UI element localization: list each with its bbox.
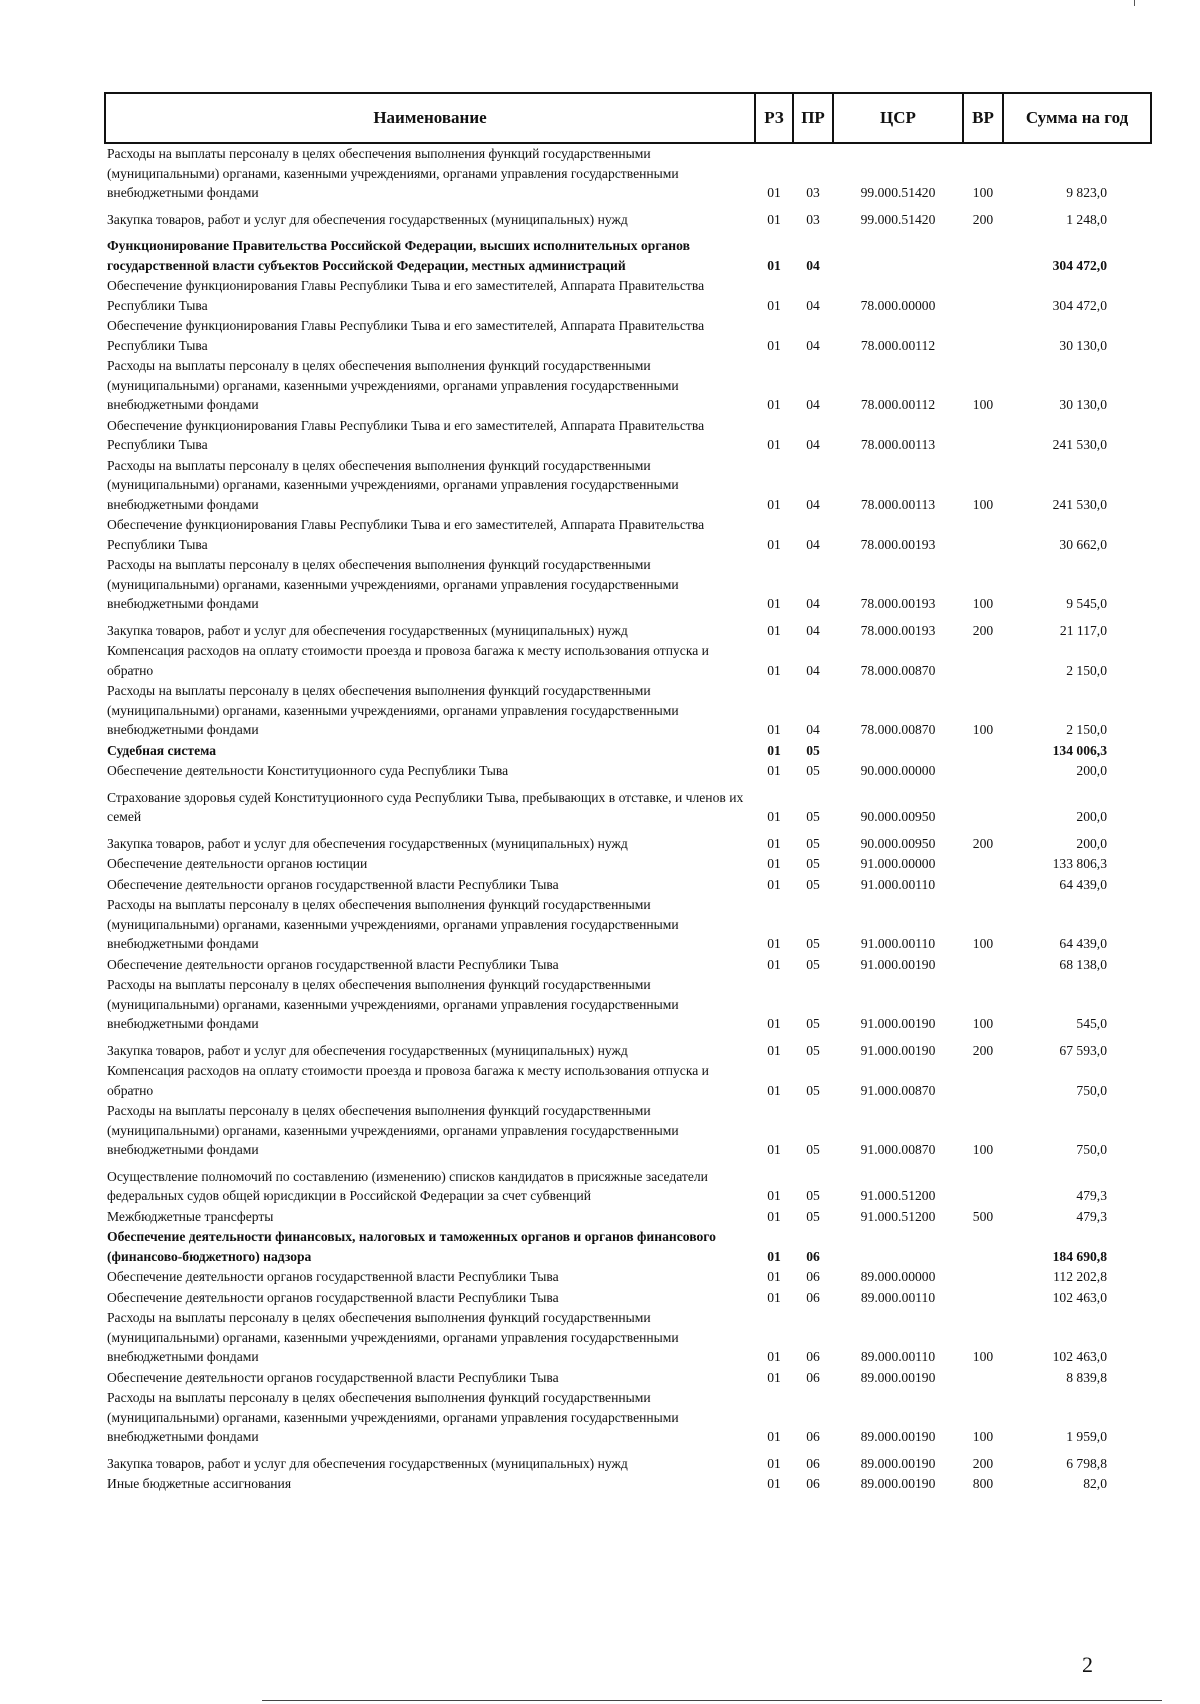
row-pr-cell: 04 — [806, 297, 820, 313]
row-name-cell: Обеспечение деятельности финансовых, налоговых и таможенных органов и органов финансового (финансово-бюджетного) надзора — [107, 1229, 716, 1264]
row-name-cell: Судебная система — [107, 742, 217, 758]
row-vr-cell — [963, 1061, 1003, 1101]
row-name-cell: Расходы на выплаты персоналу в целях обеспечения выполнения функций государственными (муниципальными) органами, казенными учреждениями, органами управления государственными внебюджетными фондами — [107, 897, 679, 951]
table-row — [105, 615, 1151, 642]
row-rz-cell: 01 — [767, 835, 781, 851]
row-pr-cell: 05 — [806, 876, 820, 892]
table-row — [105, 1288, 1151, 1309]
row-rz-cell: 01 — [767, 1208, 781, 1224]
row-pr-cell: 05 — [806, 835, 820, 851]
table-row — [105, 515, 1151, 555]
table-row — [105, 1308, 1151, 1368]
row-sum-cell: 9 545,0 — [1066, 596, 1107, 611]
table-row — [105, 1474, 1151, 1495]
table-row — [105, 416, 1151, 456]
row-name-cell: Обеспечение функционирования Главы Республики Тыва и его заместителей, Аппарата Правительства Республики Тыва — [107, 278, 705, 313]
row-name-cell: Обеспечение деятельности Конституционного суда Республики Тыва — [107, 763, 509, 778]
row-vr-cell — [963, 782, 1003, 828]
row-pr-cell: 04 — [806, 596, 820, 611]
row-pr-cell: 04 — [806, 662, 820, 678]
table-row — [105, 204, 1151, 231]
row-csr-cell: 91.000.00110 — [860, 876, 936, 892]
row-sum-cell: 545,0 — [1076, 1016, 1107, 1031]
row-pr-cell: 06 — [806, 1476, 820, 1491]
row-vr-cell: 800 — [972, 1476, 994, 1491]
row-pr-cell: 06 — [806, 1289, 820, 1305]
row-rz-cell: 01 — [767, 876, 781, 892]
row-sum-cell: 184 690,8 — [1052, 1248, 1107, 1264]
row-vr-cell: 200 — [972, 1455, 994, 1471]
row-name-cell: Компенсация расходов на оплату стоимости проезда и провоза багажа к месту использования отпуска и обратно — [107, 1063, 709, 1098]
row-name-cell: Расходы на выплаты персоналу в целях обеспечения выполнения функций государственными (муниципальными) органами, казенными учреждениями, органами управления государственными внебюджетными фондами — [107, 457, 679, 512]
row-csr-cell — [833, 1227, 963, 1267]
row-pr-cell: 04 — [806, 437, 820, 452]
row-csr-cell: 91.000.51200 — [860, 1208, 936, 1224]
row-sum-cell: 1 248,0 — [1066, 211, 1107, 227]
row-pr-cell: 06 — [806, 1369, 820, 1385]
row-name-cell: Расходы на выплаты персоналу в целях обеспечения выполнения функций государственными (муниципальными) органами, казенными учреждениями, органами управления государственными внебюджетными фондами — [107, 358, 679, 412]
row-rz-cell: 01 — [767, 185, 781, 200]
header-rz: РЗ — [755, 93, 793, 143]
row-name-cell: Расходы на выплаты персоналу в целях обеспечения выполнения функций государственными (муниципальными) органами, казенными учреждениями, органами управления государственными внебюджетными фондами — [107, 1310, 679, 1364]
row-rz-cell: 01 — [767, 662, 781, 678]
row-sum-cell: 2 150,0 — [1066, 662, 1107, 678]
row-vr-cell — [963, 955, 1003, 976]
row-pr-cell: 05 — [806, 1142, 820, 1157]
row-rz-cell: 01 — [767, 1188, 781, 1203]
row-csr-cell: 90.000.00950 — [860, 809, 936, 824]
row-name-cell: Закупка товаров, работ и услуг для обеспечения государственных (муниципальных) нужд — [107, 211, 628, 227]
row-name-cell: Обеспечение функционирования Главы Республики Тыва и его заместителей, Аппарата Правительства Республики Тыва — [107, 318, 705, 353]
row-vr-cell — [963, 276, 1003, 316]
row-csr-cell: 89.000.00110 — [860, 1289, 936, 1305]
row-sum-cell: 304 472,0 — [1052, 257, 1107, 273]
row-csr-cell: 89.000.00190 — [860, 1429, 936, 1444]
row-rz-cell: 01 — [767, 297, 781, 313]
table-row — [105, 1448, 1151, 1475]
row-rz-cell: 01 — [767, 437, 781, 452]
row-sum-cell: 64 439,0 — [1059, 936, 1107, 951]
row-name-cell: Обеспечение деятельности органов юстиции — [107, 856, 368, 871]
row-csr-cell: 78.000.00193 — [860, 596, 936, 611]
row-name-cell: Обеспечение деятельности органов государственной власти Республики Тыва — [107, 1269, 559, 1284]
section-row — [105, 1227, 1151, 1267]
row-rz-cell: 01 — [767, 1476, 781, 1491]
row-vr-cell: 100 — [972, 936, 994, 951]
row-pr-cell: 05 — [806, 763, 820, 778]
row-vr-cell — [963, 1227, 1003, 1267]
row-sum-cell: 112 202,8 — [1053, 1269, 1107, 1284]
row-name-cell: Обеспечение деятельности органов государственной власти Республики Тыва — [107, 956, 559, 972]
row-rz-cell: 01 — [767, 496, 781, 512]
row-name-cell: Расходы на выплаты персоналу в целях обеспечения выполнения функций государственными (муниципальными) органами, казенными учреждениями, органами управления государственными внебюджетными фондами — [107, 1103, 679, 1157]
row-name-cell: Обеспечение деятельности органов государственной власти Республики Тыва — [107, 876, 559, 892]
row-sum-cell: 30 130,0 — [1059, 397, 1107, 412]
row-sum-cell: 102 463,0 — [1052, 1289, 1107, 1305]
row-name-cell: Расходы на выплаты персоналу в целях обеспечения выполнения функций государственными (муниципальными) органами, казенными учреждениями, органами управления государственными внебюджетными фондами — [107, 557, 679, 611]
row-pr-cell: 04 — [806, 536, 820, 552]
row-vr-cell: 100 — [972, 1142, 994, 1157]
row-pr-cell: 04 — [806, 337, 820, 353]
row-rz-cell: 01 — [767, 536, 781, 552]
row-vr-cell: 100 — [972, 1016, 994, 1031]
row-vr-cell — [963, 641, 1003, 681]
row-rz-cell: 01 — [767, 1369, 781, 1385]
header-vr: ВР — [963, 93, 1003, 143]
row-csr-cell: 91.000.00110 — [860, 936, 936, 951]
row-pr-cell: 05 — [806, 1042, 820, 1058]
row-sum-cell: 134 006,3 — [1052, 742, 1107, 758]
table-row — [105, 1267, 1151, 1288]
row-rz-cell: 01 — [767, 1289, 781, 1305]
row-rz-cell: 01 — [767, 257, 781, 273]
row-rz-cell: 01 — [767, 397, 781, 412]
row-csr-cell: 91.000.00190 — [860, 956, 936, 972]
row-name-cell: Обеспечение функционирования Главы Республики Тыва и его заместителей, Аппарата Правительства Республики Тыва — [107, 417, 705, 452]
table-row — [105, 276, 1151, 316]
row-pr-cell: 05 — [806, 856, 820, 871]
table-row — [105, 555, 1151, 615]
row-pr-cell: 06 — [806, 1455, 820, 1471]
row-csr-cell: 91.000.00870 — [860, 1142, 936, 1157]
row-sum-cell: 479,3 — [1076, 1188, 1107, 1203]
row-pr-cell: 05 — [806, 742, 820, 758]
row-vr-cell: 200 — [972, 835, 994, 851]
row-pr-cell: 05 — [806, 809, 820, 824]
row-vr-cell: 100 — [972, 397, 994, 412]
table-row — [105, 1101, 1151, 1161]
table-row — [105, 143, 1151, 204]
row-rz-cell: 01 — [767, 1142, 781, 1157]
row-vr-cell — [963, 1288, 1003, 1309]
row-sum-cell: 102 463,0 — [1052, 1349, 1107, 1364]
row-pr-cell: 06 — [806, 1349, 820, 1364]
table-row — [105, 316, 1151, 356]
row-vr-cell: 200 — [972, 622, 994, 638]
bottom-rule — [262, 1700, 1162, 1701]
row-csr-cell: 78.000.00870 — [860, 722, 936, 737]
row-sum-cell: 6 798,8 — [1066, 1455, 1107, 1471]
row-name-cell: Закупка товаров, работ и услуг для обеспечения государственных (муниципальных) нужд — [107, 1042, 628, 1058]
row-rz-cell: 01 — [767, 956, 781, 972]
row-csr-cell: 78.000.00000 — [860, 297, 936, 313]
row-name-cell: Закупка товаров, работ и услуг для обеспечения государственных (муниципальных) нужд — [107, 835, 628, 851]
row-name-cell: Осуществление полномочий по составлению (изменению) списков кандидатов в присяжные заседатели федеральных судов общей юрисдикции в Российской Федерации за счет субвенций — [107, 1168, 708, 1203]
header-csr: ЦСР — [833, 93, 963, 143]
row-vr-cell: 200 — [972, 211, 994, 227]
row-pr-cell: 04 — [806, 622, 820, 638]
table-row — [105, 641, 1151, 681]
row-vr-cell: 500 — [972, 1208, 994, 1224]
row-csr-cell: 78.000.00112 — [860, 337, 936, 353]
row-sum-cell: 479,3 — [1076, 1208, 1107, 1224]
row-vr-cell — [963, 1161, 1003, 1207]
row-sum-cell: 241 530,0 — [1052, 437, 1107, 452]
row-vr-cell — [963, 875, 1003, 896]
row-csr-cell: 91.000.00190 — [860, 1016, 936, 1031]
row-vr-cell: 100 — [972, 496, 994, 512]
row-rz-cell: 01 — [767, 596, 781, 611]
row-sum-cell: 1 959,0 — [1066, 1429, 1107, 1444]
row-pr-cell: 06 — [806, 1269, 820, 1284]
table-row — [105, 1207, 1151, 1228]
row-name-cell: Компенсация расходов на оплату стоимости проезда и провоза багажа к месту использования отпуска и обратно — [107, 643, 709, 678]
row-pr-cell: 05 — [806, 1082, 820, 1098]
table-row — [105, 854, 1151, 875]
row-csr-cell: 78.000.00193 — [860, 536, 936, 552]
row-vr-cell — [963, 1267, 1003, 1288]
section-row — [105, 230, 1151, 276]
table-row — [105, 782, 1151, 828]
row-vr-cell — [963, 741, 1003, 762]
table-header-row — [105, 93, 1151, 143]
row-sum-cell: 200,0 — [1076, 763, 1107, 778]
row-vr-cell: 200 — [972, 1042, 994, 1058]
table-row — [105, 975, 1151, 1035]
row-pr-cell: 06 — [806, 1248, 820, 1264]
row-name-cell: Функционирование Правительства Российской Федерации, высших исполнительных органов государственной власти субъектов Российской Федерации, местных администраций — [107, 238, 690, 273]
budget-table — [104, 92, 1152, 1495]
row-pr-cell: 05 — [806, 936, 820, 951]
scan-mark — [1134, 0, 1135, 6]
header-pr: ПР — [793, 93, 833, 143]
row-rz-cell: 01 — [767, 1248, 781, 1264]
table-row — [105, 1161, 1151, 1207]
row-csr-cell: 89.000.00000 — [860, 1269, 936, 1284]
row-csr-cell: 89.000.00190 — [860, 1369, 936, 1385]
table-row — [105, 875, 1151, 896]
row-sum-cell: 200,0 — [1076, 835, 1107, 851]
row-rz-cell: 01 — [767, 337, 781, 353]
row-pr-cell: 03 — [806, 185, 820, 200]
row-name-cell: Расходы на выплаты персоналу в целях обеспечения выполнения функций государственными (муниципальными) органами, казенными учреждениями, органами управления государственными внебюджетными фондами — [107, 1390, 679, 1444]
row-rz-cell: 01 — [767, 763, 781, 778]
row-pr-cell: 03 — [806, 211, 820, 227]
row-csr-cell: 89.000.00190 — [860, 1476, 936, 1491]
row-csr-cell — [833, 230, 963, 276]
row-csr-cell: 91.000.00000 — [860, 856, 936, 871]
row-csr-cell: 90.000.00950 — [860, 835, 936, 851]
table-row — [105, 761, 1151, 782]
row-sum-cell: 2 150,0 — [1066, 722, 1107, 737]
row-rz-cell: 01 — [767, 809, 781, 824]
row-vr-cell — [963, 416, 1003, 456]
row-vr-cell: 100 — [972, 185, 994, 200]
row-pr-cell: 05 — [806, 956, 820, 972]
table-row — [105, 955, 1151, 976]
row-pr-cell: 04 — [806, 496, 820, 512]
row-csr-cell — [833, 741, 963, 762]
row-sum-cell: 30 130,0 — [1059, 337, 1107, 353]
row-name-cell: Обеспечение деятельности органов государственной власти Республики Тыва — [107, 1369, 559, 1385]
row-sum-cell: 82,0 — [1083, 1476, 1107, 1491]
row-csr-cell: 78.000.00870 — [860, 662, 936, 678]
row-rz-cell: 01 — [767, 856, 781, 871]
table-row — [105, 1368, 1151, 1389]
row-name-cell: Закупка товаров, работ и услуг для обеспечения государственных (муниципальных) нужд — [107, 1455, 628, 1471]
table-body — [105, 143, 1151, 1495]
row-csr-cell: 99.000.51420 — [860, 185, 936, 200]
row-name-cell: Расходы на выплаты персоналу в целях обеспечения выполнения функций государственными (муниципальными) органами, казенными учреждениями, органами управления государственными внебюджетными фондами — [107, 146, 679, 200]
row-csr-cell: 78.000.00112 — [860, 397, 936, 412]
row-vr-cell: 100 — [972, 1349, 994, 1364]
row-sum-cell: 21 117,0 — [1059, 622, 1107, 638]
row-name-cell: Обеспечение функционирования Главы Республики Тыва и его заместителей, Аппарата Правительства Республики Тыва — [107, 517, 705, 552]
row-rz-cell: 01 — [767, 1082, 781, 1098]
row-sum-cell: 30 662,0 — [1059, 536, 1107, 552]
table-row — [105, 1035, 1151, 1062]
row-pr-cell: 06 — [806, 1429, 820, 1444]
row-csr-cell: 91.000.00190 — [860, 1042, 936, 1058]
table-row — [105, 681, 1151, 741]
table-row — [105, 1061, 1151, 1101]
row-pr-cell: 05 — [806, 1208, 820, 1224]
row-csr-cell: 89.000.00110 — [860, 1349, 936, 1364]
row-rz-cell: 01 — [767, 1349, 781, 1364]
row-csr-cell: 91.000.51200 — [860, 1188, 936, 1203]
row-pr-cell: 04 — [806, 722, 820, 737]
page-number: 2 — [1082, 1652, 1093, 1677]
row-rz-cell: 01 — [767, 1455, 781, 1471]
row-rz-cell: 01 — [767, 1042, 781, 1058]
row-sum-cell: 133 806,3 — [1052, 856, 1107, 871]
row-name-cell: Межбюджетные трансферты — [107, 1208, 274, 1224]
row-csr-cell: 78.000.00113 — [860, 437, 936, 452]
row-csr-cell: 78.000.00193 — [860, 622, 936, 638]
row-sum-cell: 67 593,0 — [1059, 1042, 1107, 1058]
table-row — [105, 356, 1151, 416]
row-vr-cell — [963, 316, 1003, 356]
row-vr-cell: 100 — [972, 722, 994, 737]
row-rz-cell: 01 — [767, 1269, 781, 1284]
row-rz-cell: 01 — [767, 722, 781, 737]
table-row — [105, 1388, 1151, 1448]
table-row — [105, 456, 1151, 516]
header-sum: Сумма на год — [1003, 93, 1151, 143]
row-vr-cell — [963, 854, 1003, 875]
row-pr-cell: 05 — [806, 1016, 820, 1031]
row-name-cell: Обеспечение деятельности органов государственной власти Республики Тыва — [107, 1289, 559, 1305]
section-row — [105, 741, 1151, 762]
row-rz-cell: 01 — [767, 211, 781, 227]
table-row — [105, 828, 1151, 855]
table-row — [105, 895, 1151, 955]
row-name-cell: Закупка товаров, работ и услуг для обеспечения государственных (муниципальных) нужд — [107, 622, 628, 638]
row-sum-cell: 750,0 — [1076, 1142, 1107, 1157]
row-sum-cell: 9 823,0 — [1066, 185, 1107, 200]
row-sum-cell: 241 530,0 — [1052, 496, 1107, 512]
row-rz-cell: 01 — [767, 1016, 781, 1031]
row-vr-cell — [963, 761, 1003, 782]
row-name-cell: Иные бюджетные ассигнования — [107, 1476, 292, 1491]
row-sum-cell: 200,0 — [1076, 809, 1107, 824]
row-vr-cell — [963, 515, 1003, 555]
row-rz-cell: 01 — [767, 742, 781, 758]
row-sum-cell: 68 138,0 — [1059, 956, 1107, 972]
row-pr-cell: 04 — [806, 257, 820, 273]
row-csr-cell: 89.000.00190 — [860, 1455, 936, 1471]
row-sum-cell: 750,0 — [1076, 1082, 1107, 1098]
row-vr-cell: 100 — [972, 1429, 994, 1444]
row-rz-cell: 01 — [767, 936, 781, 951]
row-csr-cell: 99.000.51420 — [860, 211, 936, 227]
header-name: Наименование — [105, 93, 755, 143]
row-csr-cell: 78.000.00113 — [860, 496, 936, 512]
row-sum-cell: 304 472,0 — [1052, 297, 1107, 313]
row-csr-cell: 90.000.00000 — [860, 763, 936, 778]
row-pr-cell: 05 — [806, 1188, 820, 1203]
row-name-cell: Страхование здоровья судей Конституционного суда Республики Тыва, пребывающих в отставке, и членов их семей — [107, 789, 744, 824]
row-rz-cell: 01 — [767, 622, 781, 638]
row-vr-cell: 100 — [972, 596, 994, 611]
row-pr-cell: 04 — [806, 397, 820, 412]
row-csr-cell: 91.000.00870 — [860, 1082, 936, 1098]
row-name-cell: Расходы на выплаты персоналу в целях обеспечения выполнения функций государственными (муниципальными) органами, казенными учреждениями, органами управления государственными внебюджетными фондами — [107, 683, 679, 737]
row-vr-cell — [963, 230, 1003, 276]
row-vr-cell — [963, 1368, 1003, 1389]
row-rz-cell: 01 — [767, 1429, 781, 1444]
row-name-cell: Расходы на выплаты персоналу в целях обеспечения выполнения функций государственными (муниципальными) органами, казенными учреждениями, органами управления государственными внебюджетными фондами — [107, 977, 679, 1031]
row-sum-cell: 8 839,8 — [1066, 1369, 1107, 1385]
row-sum-cell: 64 439,0 — [1059, 876, 1107, 892]
